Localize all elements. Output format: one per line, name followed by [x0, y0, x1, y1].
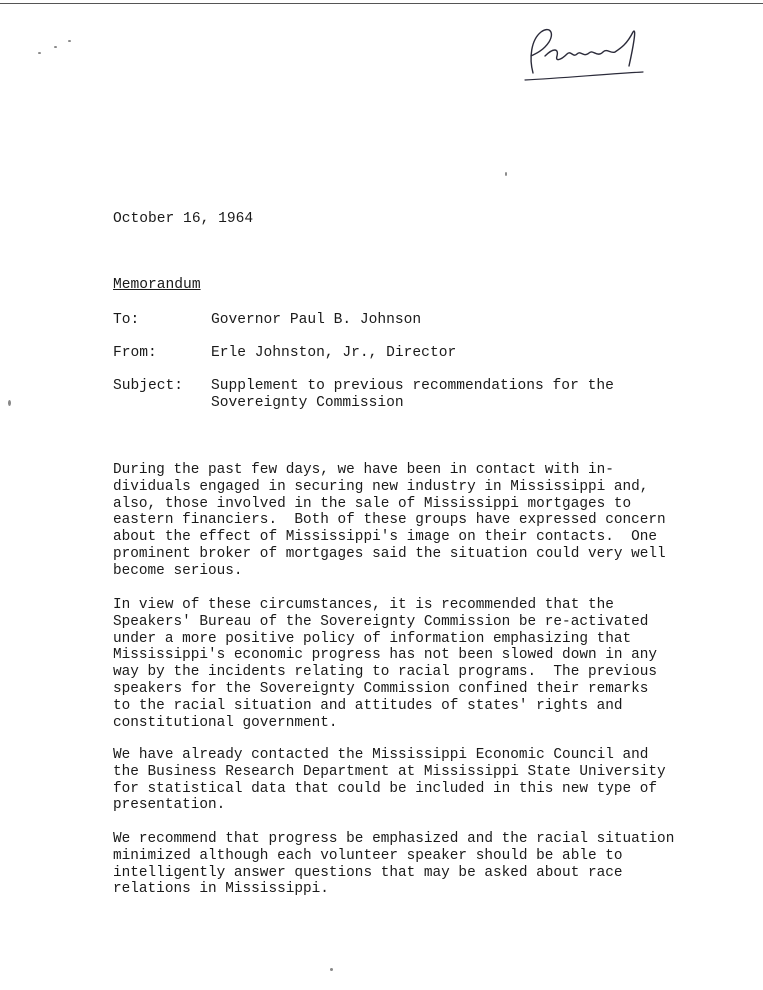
scan-speck	[38, 52, 41, 54]
memo-date: October 16, 1964	[113, 211, 254, 227]
body-paragraph: We have already contacted the Mississippi Economic Council and the Business Research Department at Mississippi State University for statistical data that could be included in this new type of presentation.	[113, 747, 666, 814]
scan-speck	[505, 172, 507, 176]
body-paragraph: We recommend that progress be emphasized and the racial situation minimized although each volunteer speaker should be able to intelligently answer questions that may be asked about race relations in Mississippi.	[113, 831, 675, 898]
subject-label: Subject:	[113, 378, 184, 394]
scan-speck	[8, 400, 11, 406]
page-top-edge	[0, 3, 763, 4]
scan-speck	[330, 968, 333, 971]
from-value: Erle Johnston, Jr., Director	[211, 345, 457, 361]
body-paragraph: During the past few days, we have been in contact with in- dividuals engaged in securing new industry in Mississippi and, also, those involved in the sale of Mississippi mortgages to eastern financiers. Both of these groups have expressed concern about the effect of Mississippi's image on their contacts. One prominent broker of mortgages said the situation could very well become serious.	[113, 462, 666, 579]
to-value: Governor Paul B. Johnson	[211, 312, 422, 328]
handwritten-signature	[515, 18, 655, 88]
subject-value: Supplement to previous recommendations for the Sovereignty Commission	[211, 378, 614, 411]
body-paragraph: In view of these circumstances, it is recommended that the Speakers' Bureau of the Sovereignty Commission be re-activated under a more positive policy of information emphasizing that Mississippi's economic progress has not been slowed down in any way by the incidents relating to racial programs. The previous speakers for the Sovereignty Commission confined their remarks to the racial situation and attitudes of states' rights and constitutional government.	[113, 597, 658, 731]
memo-heading: Memorandum	[113, 277, 201, 293]
scan-speck	[54, 46, 57, 48]
from-label: From:	[113, 345, 157, 361]
scan-speck	[68, 40, 71, 42]
to-label: To:	[113, 312, 140, 328]
